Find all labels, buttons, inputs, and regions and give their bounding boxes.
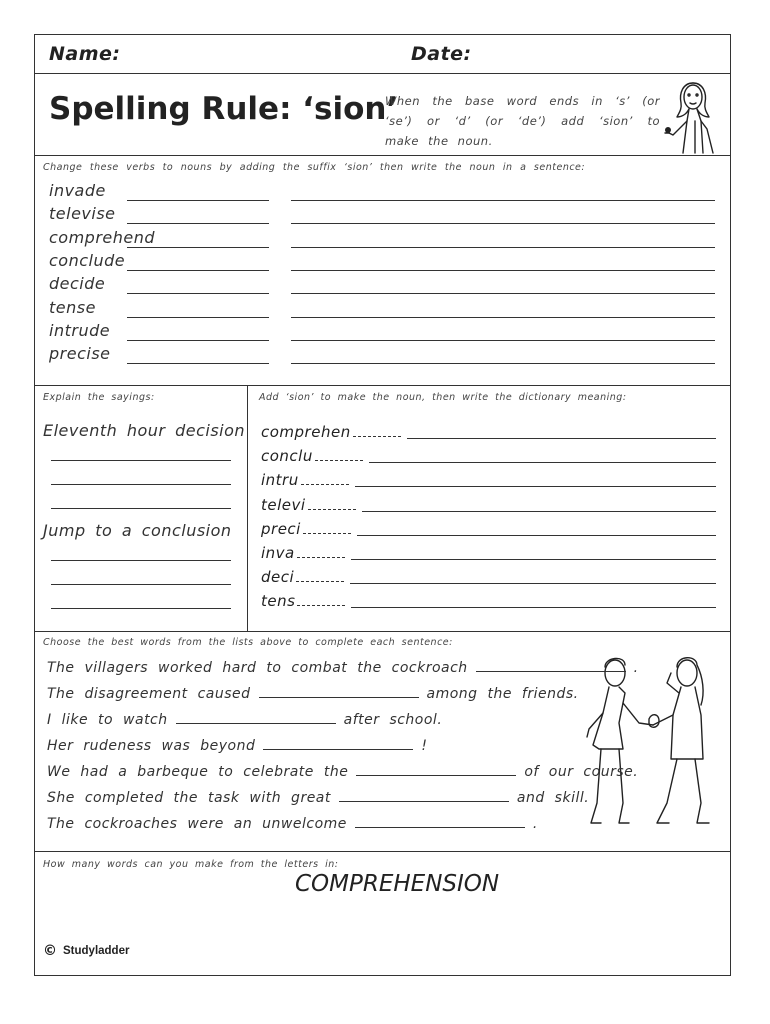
sentence-2-start: I like to watch xyxy=(47,712,168,728)
sentence-0-start: The villagers worked hard to combat the cockroach xyxy=(47,660,468,676)
arguing-girls-illustration xyxy=(579,653,719,829)
stem-row-0 xyxy=(261,423,401,441)
sentence-4-blank[interactable] xyxy=(356,763,516,776)
sentence-4-end: of our course. xyxy=(524,764,639,780)
sentence-5-blank[interactable] xyxy=(339,789,509,802)
suffix-blank-0[interactable] xyxy=(353,424,401,437)
section5-instruction: How many words can you make from the letters in: xyxy=(43,859,339,870)
saying-2-line-1[interactable] xyxy=(51,560,231,561)
saying-1: Eleventh hour decision xyxy=(43,421,246,440)
noun-line-4[interactable] xyxy=(127,293,269,294)
meaning-line-4[interactable] xyxy=(357,535,716,536)
stem-3: televi xyxy=(261,495,306,514)
sentence-6-blank[interactable] xyxy=(355,815,525,828)
teacher-illustration xyxy=(649,77,729,157)
copyright-badge xyxy=(43,943,129,959)
sentence-line-6[interactable] xyxy=(291,340,715,341)
stem-1: conclu xyxy=(261,447,313,466)
verb-2: comprehend xyxy=(49,227,156,247)
sentence-line-2[interactable] xyxy=(291,247,715,248)
sentence-1-end: among the friends. xyxy=(426,686,579,702)
saying-2-line-2[interactable] xyxy=(51,584,231,585)
sentence-0 xyxy=(47,659,639,676)
meaning-line-2[interactable] xyxy=(355,486,716,487)
section1-instruction: Change these verbs to nouns by adding the suffix ‘sion’ then write the noun in a sentence: xyxy=(43,162,586,173)
letters-word: COMPREHENSION xyxy=(295,871,500,897)
noun-line-3[interactable] xyxy=(127,270,269,271)
meaning-line-3[interactable] xyxy=(362,511,716,512)
stem-2: intru xyxy=(261,471,299,490)
verb-6: intrude xyxy=(49,320,111,340)
stem-row-5 xyxy=(261,544,345,562)
sentence-6-end: . xyxy=(532,816,538,832)
verb-3: conclude xyxy=(49,250,126,270)
date-label: Date: xyxy=(411,43,472,65)
verb-0: invade xyxy=(49,181,106,200)
verb-5: tense xyxy=(49,297,96,317)
noun-line-0[interactable] xyxy=(127,200,269,201)
noun-line-7[interactable] xyxy=(127,363,269,364)
section3-instruction: Add ‘sion’ to make the noun, then write the dictionary meaning: xyxy=(259,392,627,403)
sentence-4-start: We had a barbeque to celebrate the xyxy=(47,764,349,780)
stem-row-3 xyxy=(261,496,356,514)
suffix-blank-5[interactable] xyxy=(297,545,345,558)
meaning-line-0[interactable] xyxy=(407,438,716,439)
verb-4: decide xyxy=(49,274,106,294)
saying-1-line-1[interactable] xyxy=(51,460,231,461)
stem-row-2 xyxy=(261,471,349,489)
sentence-1-blank[interactable] xyxy=(259,685,419,698)
worksheet xyxy=(34,34,731,976)
sentence-1-start: The disagreement caused xyxy=(47,686,251,702)
sentence-0-end: . xyxy=(633,660,639,676)
stem-0: comprehen xyxy=(261,423,351,441)
copyright-icon: © xyxy=(43,943,57,959)
section4-instruction: Choose the best words from the lists above to complete each sentence: xyxy=(43,637,453,648)
noun-line-2[interactable] xyxy=(127,247,269,248)
sentence-1 xyxy=(47,685,579,702)
sentence-6-start: The cockroaches were an unwelcome xyxy=(47,816,347,832)
sentence-5-start: She completed the task with great xyxy=(47,790,331,806)
verb-1: televise xyxy=(49,204,116,224)
suffix-blank-2[interactable] xyxy=(301,472,349,485)
sentence-line-4[interactable] xyxy=(291,293,715,294)
suffix-blank-7[interactable] xyxy=(297,593,345,606)
sentence-3-end: ! xyxy=(421,738,428,754)
stem-5: inva xyxy=(261,544,295,562)
meaning-line-7[interactable] xyxy=(351,607,716,608)
suffix-blank-4[interactable] xyxy=(303,521,351,534)
rule-text: When the base word ends in ‘s’ (or ‘se’) or ‘d’ (or ‘de’) add ‘sion’ to make the noun. xyxy=(385,94,660,148)
sentence-line-3[interactable] xyxy=(291,270,715,271)
stem-4: preci xyxy=(261,519,301,538)
sentence-line-5[interactable] xyxy=(291,317,715,318)
sentence-3-start: Her rudeness was beyond xyxy=(47,738,256,754)
sentence-5-end: and skill. xyxy=(516,790,590,806)
saying-2: Jump to a conclusion xyxy=(43,521,232,540)
sentence-line-0[interactable] xyxy=(291,200,715,201)
stem-7: tens xyxy=(261,592,296,611)
suffix-blank-3[interactable] xyxy=(308,497,356,510)
stem-6: deci xyxy=(261,568,295,587)
brand-name: Studyladder xyxy=(63,945,130,957)
meaning-line-1[interactable] xyxy=(369,462,716,463)
suffix-blank-6[interactable] xyxy=(296,569,344,582)
sentence-5 xyxy=(47,789,589,806)
suffix-blank-1[interactable] xyxy=(315,448,363,461)
noun-line-5[interactable] xyxy=(127,317,269,318)
stem-row-6 xyxy=(261,568,344,586)
sentence-3-blank[interactable] xyxy=(263,737,413,750)
saying-2-line-3[interactable] xyxy=(51,608,231,609)
stem-row-4 xyxy=(261,520,351,538)
name-label: Name: xyxy=(49,43,121,65)
sentence-2-end: after school. xyxy=(343,712,443,728)
sentence-3 xyxy=(47,737,428,754)
sentence-line-1[interactable] xyxy=(291,223,715,224)
section2-instruction: Explain the sayings: xyxy=(43,392,155,403)
stem-row-7 xyxy=(261,592,345,610)
sentence-6 xyxy=(47,815,538,832)
saying-1-line-2[interactable] xyxy=(51,484,231,485)
page-title: Spelling Rule: ‘sion’ xyxy=(49,91,399,127)
stem-row-1 xyxy=(261,447,363,465)
noun-line-1[interactable] xyxy=(127,223,269,224)
verb-7: precise xyxy=(49,344,111,364)
noun-line-6[interactable] xyxy=(127,340,269,341)
sentence-0-blank[interactable] xyxy=(476,659,626,672)
meaning-line-6[interactable] xyxy=(350,583,716,584)
meaning-line-5[interactable] xyxy=(351,559,716,560)
sentence-2 xyxy=(47,711,442,728)
sentence-4 xyxy=(47,763,638,780)
saying-1-line-3[interactable] xyxy=(51,508,231,509)
sentence-2-blank[interactable] xyxy=(176,711,336,724)
sentence-line-7[interactable] xyxy=(291,363,715,364)
